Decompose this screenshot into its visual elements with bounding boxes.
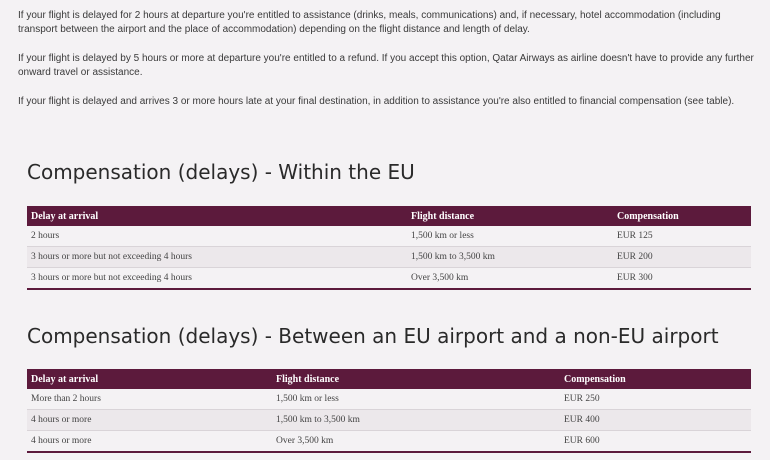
column-header-delay: Delay at arrival (27, 369, 272, 389)
section-title-eu-non-eu: Compensation (delays) - Between an EU airport and a non-EU airport (27, 324, 719, 348)
compensation-cell: EUR 200 (613, 247, 751, 268)
compensation-table-eu-non-eu (27, 369, 751, 453)
compensation-cell: EUR 600 (560, 431, 751, 453)
table-row (27, 226, 751, 247)
table-row (27, 389, 751, 410)
delay-cell: 3 hours or more but not exceeding 4 hours (27, 247, 407, 268)
delay-cell: More than 2 hours (27, 389, 272, 410)
column-header-delay: Delay at arrival (27, 206, 407, 226)
distance-cell: 1,500 km to 3,500 km (407, 247, 613, 268)
compensation-table-within-eu (27, 206, 751, 290)
paragraph-compensation: If your flight is delayed and arrives 3 or more hours late at your final destination, in addition to assistance you're also entitled to financial compensation (see table). (18, 96, 735, 107)
distance-cell: 1,500 km or less (272, 389, 560, 410)
column-header-distance: Flight distance (272, 369, 560, 389)
distance-cell: 1,500 km or less (407, 226, 613, 247)
compensation-cell: EUR 250 (560, 389, 751, 410)
table-row (27, 268, 751, 290)
table-row (27, 247, 751, 268)
compensation-cell: EUR 400 (560, 410, 751, 431)
delay-cell: 4 hours or more (27, 431, 272, 453)
column-header-distance: Flight distance (407, 206, 613, 226)
paragraph-refund: If your flight is delayed by 5 hours or more at departure you're entitled to a refund. If you accept this option, Qatar Airways as airline doesn't have to provide any further onward travel or assistance. (18, 53, 754, 78)
compensation-cell: EUR 300 (613, 268, 751, 290)
paragraph-assistance: If your flight is delayed for 2 hours at departure you're entitled to assistance (drinks, meals, communications) and, if necessary, hotel accommodation (including transport between the airport and the place of accommodation) depending on the flight distance and length of delay. (18, 10, 721, 35)
distance-cell: Over 3,500 km (272, 431, 560, 453)
delay-cell: 4 hours or more (27, 410, 272, 431)
delay-cell: 3 hours or more but not exceeding 4 hours (27, 268, 407, 290)
compensation-cell: EUR 125 (613, 226, 751, 247)
distance-cell: Over 3,500 km (407, 268, 613, 290)
table-header-row (27, 369, 751, 389)
section-title-within-eu: Compensation (delays) - Within the EU (27, 160, 415, 184)
delay-cell: 2 hours (27, 226, 407, 247)
table-row (27, 431, 751, 453)
column-header-compensation: Compensation (613, 206, 751, 226)
table-row (27, 410, 751, 431)
table-header-row (27, 206, 751, 226)
column-header-compensation: Compensation (560, 369, 751, 389)
distance-cell: 1,500 km to 3,500 km (272, 410, 560, 431)
